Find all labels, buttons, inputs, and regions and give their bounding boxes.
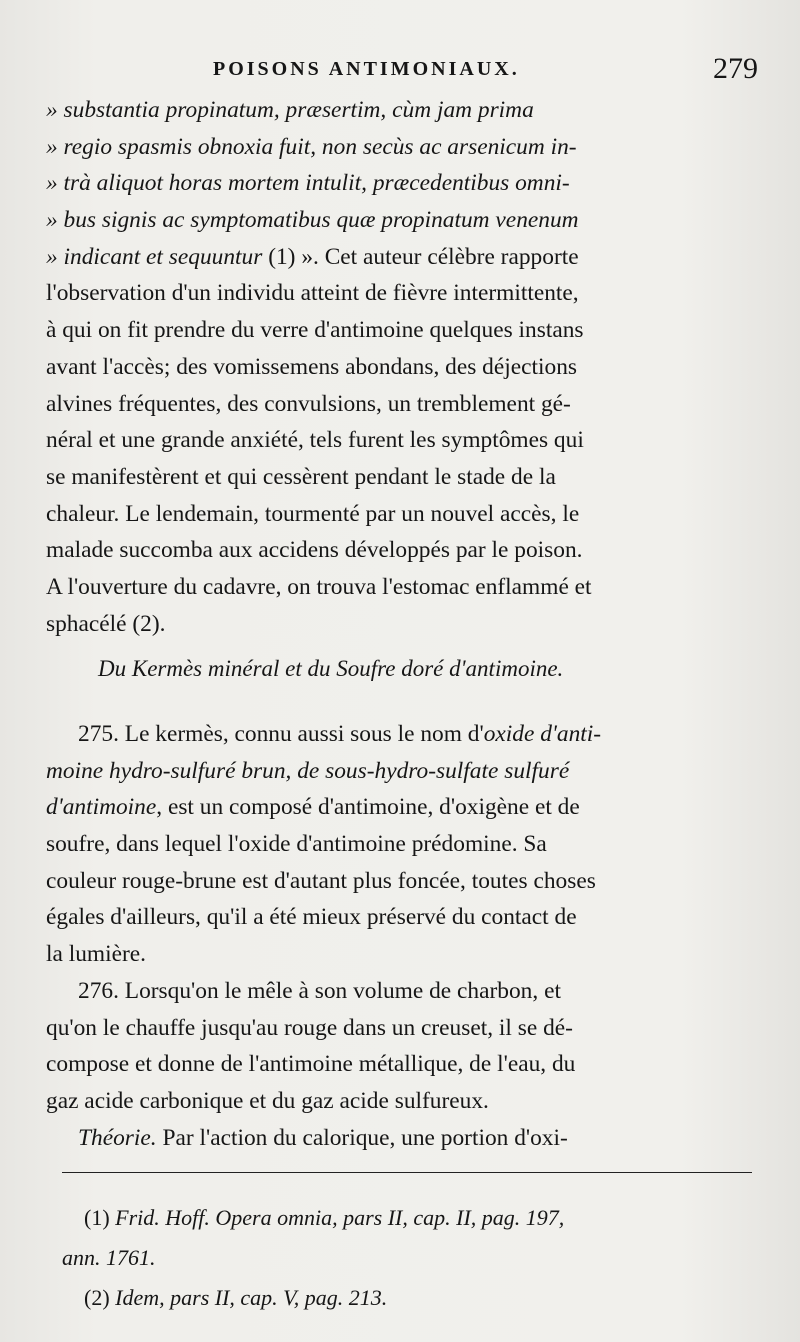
theorie-text: Par l'action du calorique, une portion d'oxi- — [156, 1124, 568, 1151]
text-line: sphacélé (2). — [46, 610, 166, 637]
footnote-marker: (1) — [84, 1205, 110, 1230]
running-head: POISONS ANTIMONIAUX. — [213, 58, 520, 80]
footnote-rule — [62, 1172, 752, 1173]
footnote-text: Frid. Hoff. Opera omnia, pars II, cap. II, pag. 197, — [109, 1205, 565, 1230]
text-line: la lumière. — [46, 941, 147, 968]
text-line: alvines fréquentes, des convulsions, un tremblement gé- — [46, 390, 571, 417]
text-line: chaleur. Le lendemain, tourmenté par un nouvel accès, le — [46, 500, 580, 527]
text-line: A l'ouverture du cadavre, on trouva l'estomac enflammé et — [46, 573, 592, 600]
footnote-continuation: ann. 1761. — [62, 1245, 156, 1270]
p275-rest: , est un composé d'antimoine, d'oxigène et de — [156, 794, 580, 821]
quote-tail: » indicant et sequuntur — [46, 243, 263, 270]
quote-line: » trà aliquot horas mortem intulit, præcedentibus omni- — [46, 170, 570, 197]
text-line: égales d'ailleurs, qu'il a été mieux préservé du contact de — [46, 904, 577, 931]
paragraph-275-start — [46, 716, 752, 753]
footnote-1 — [84, 1198, 756, 1238]
theorie-line — [46, 1120, 752, 1157]
theorie-label: Théorie. — [78, 1124, 157, 1151]
text-line: néral et une grande anxiété, tels furent les symptômes qui — [46, 427, 584, 454]
citation-sentence: (1) ». Cet auteur célèbre rapporte — [262, 243, 579, 270]
text-line: moine hydro-sulfuré brun, de sous-hydro-sulfate sulfuré — [46, 757, 570, 784]
section-text — [46, 716, 752, 1156]
footnote-2 — [84, 1278, 756, 1318]
footnotes — [62, 1198, 756, 1318]
p275-lead-italic: oxide d'anti- — [483, 721, 602, 747]
text-line: à qui on fit prendre du verre d'antimoine quelques instans — [46, 317, 584, 344]
page-number: 279 — [713, 52, 758, 85]
text-line: malade succomba aux accidens développés par le poison. — [46, 537, 583, 564]
text-line: se manifestèrent et qui cessèrent pendant le stade de la — [46, 463, 556, 490]
text-line: qu'on le chauffe jusqu'au rouge dans un creuset, il se dé- — [46, 1014, 573, 1041]
paragraph-276-start: 276. Lorsqu'on le mêle à son volume de charbon, et — [78, 977, 561, 1004]
page-header — [48, 52, 758, 92]
text-line: gaz acide carbonique et du gaz acide sulfureux. — [46, 1087, 489, 1114]
text-line: compose et donne de l'antimoine métallique, de l'eau, du — [46, 1051, 576, 1078]
quote-line: » bus signis ac symptomatibus quæ propinatum venenum — [46, 207, 579, 234]
text-line: avant l'accès; des vomissemens abondans, des déjections — [46, 353, 578, 380]
section-subheading: Du Kermès minéral et du Soufre doré d'antimoine. — [98, 656, 564, 681]
text-line — [46, 789, 752, 826]
p275-lead: 275. Le kermès, connu aussi sous le nom d' — [78, 721, 484, 747]
text-line: l'observation d'un individu atteint de fièvre intermittente, — [46, 280, 579, 307]
text-line: soufre, dans lequel l'oxide d'antimoine prédomine. Sa — [46, 831, 547, 858]
footnote-marker: (2) — [84, 1285, 110, 1310]
footnote-text: Idem, pars II, cap. V, pag. 213. — [109, 1285, 388, 1310]
quote-end-line — [46, 239, 752, 276]
quote-line: » substantia propinatum, præsertim, cùm jam prima — [46, 97, 534, 123]
quote-line: » regio spasmis obnoxia fuit, non secùs ac arsenicum in- — [46, 133, 577, 160]
text-line: couleur rouge-brune est d'autant plus foncée, toutes choses — [46, 867, 596, 894]
main-text — [46, 92, 752, 642]
p275-term: d'antimoine — [46, 794, 157, 821]
